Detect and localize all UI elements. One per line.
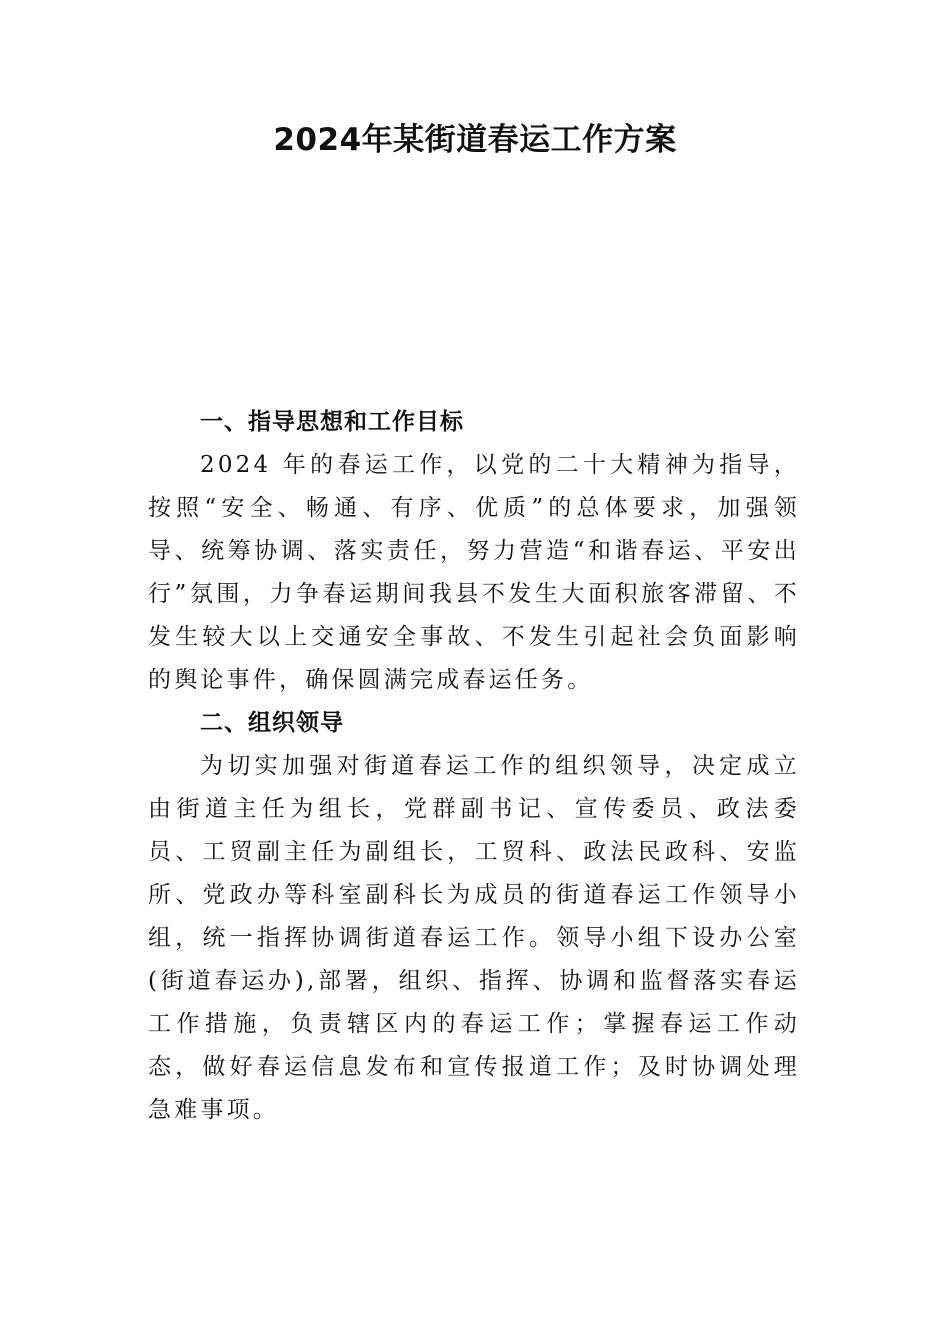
section-heading: 二、组织领导 <box>200 710 344 736</box>
section-paragraph: 为切实加强对街道春运工作的组织领导，决定成立由街道主任为组长，党群副书记、宣传委员、政法委员、工贸副主任为副组长，工贸科、政法民政科、安监所、党政办等科室副科长为成员的街道春运工作领导小组，统一指挥协调街道春运工作。领导小组下设办公室(街道春运办),部署，组织、指挥、协调和监督落实春运工作措施，负责辖区内的春运工作；掌握春运工作动态，做好春运信息发布和宣传报道工作；及时协调处理急难事项。 <box>148 753 800 1123</box>
section-guiding-ideology <box>148 401 800 702</box>
section-organization-leadership <box>148 702 800 1132</box>
document-title: 2024年某街道春运工作方案 <box>273 122 677 158</box>
document-body <box>148 401 800 1132</box>
section-heading: 一、指导思想和工作目标 <box>200 409 464 435</box>
section-paragraph: 2024 年的春运工作，以党的二十大精神为指导，按照“安全、畅通、有序、优质”的总体要求，加强领导、统筹协调、落实责任，努力营造“和谐春运、平安出行”氛围，力争春运期间我县不发生大面积旅客滞留、不发生较大以上交通安全事故、不发生引起社会负面影响的舆论事件，确保圆满完成春运任务。 <box>148 452 800 693</box>
